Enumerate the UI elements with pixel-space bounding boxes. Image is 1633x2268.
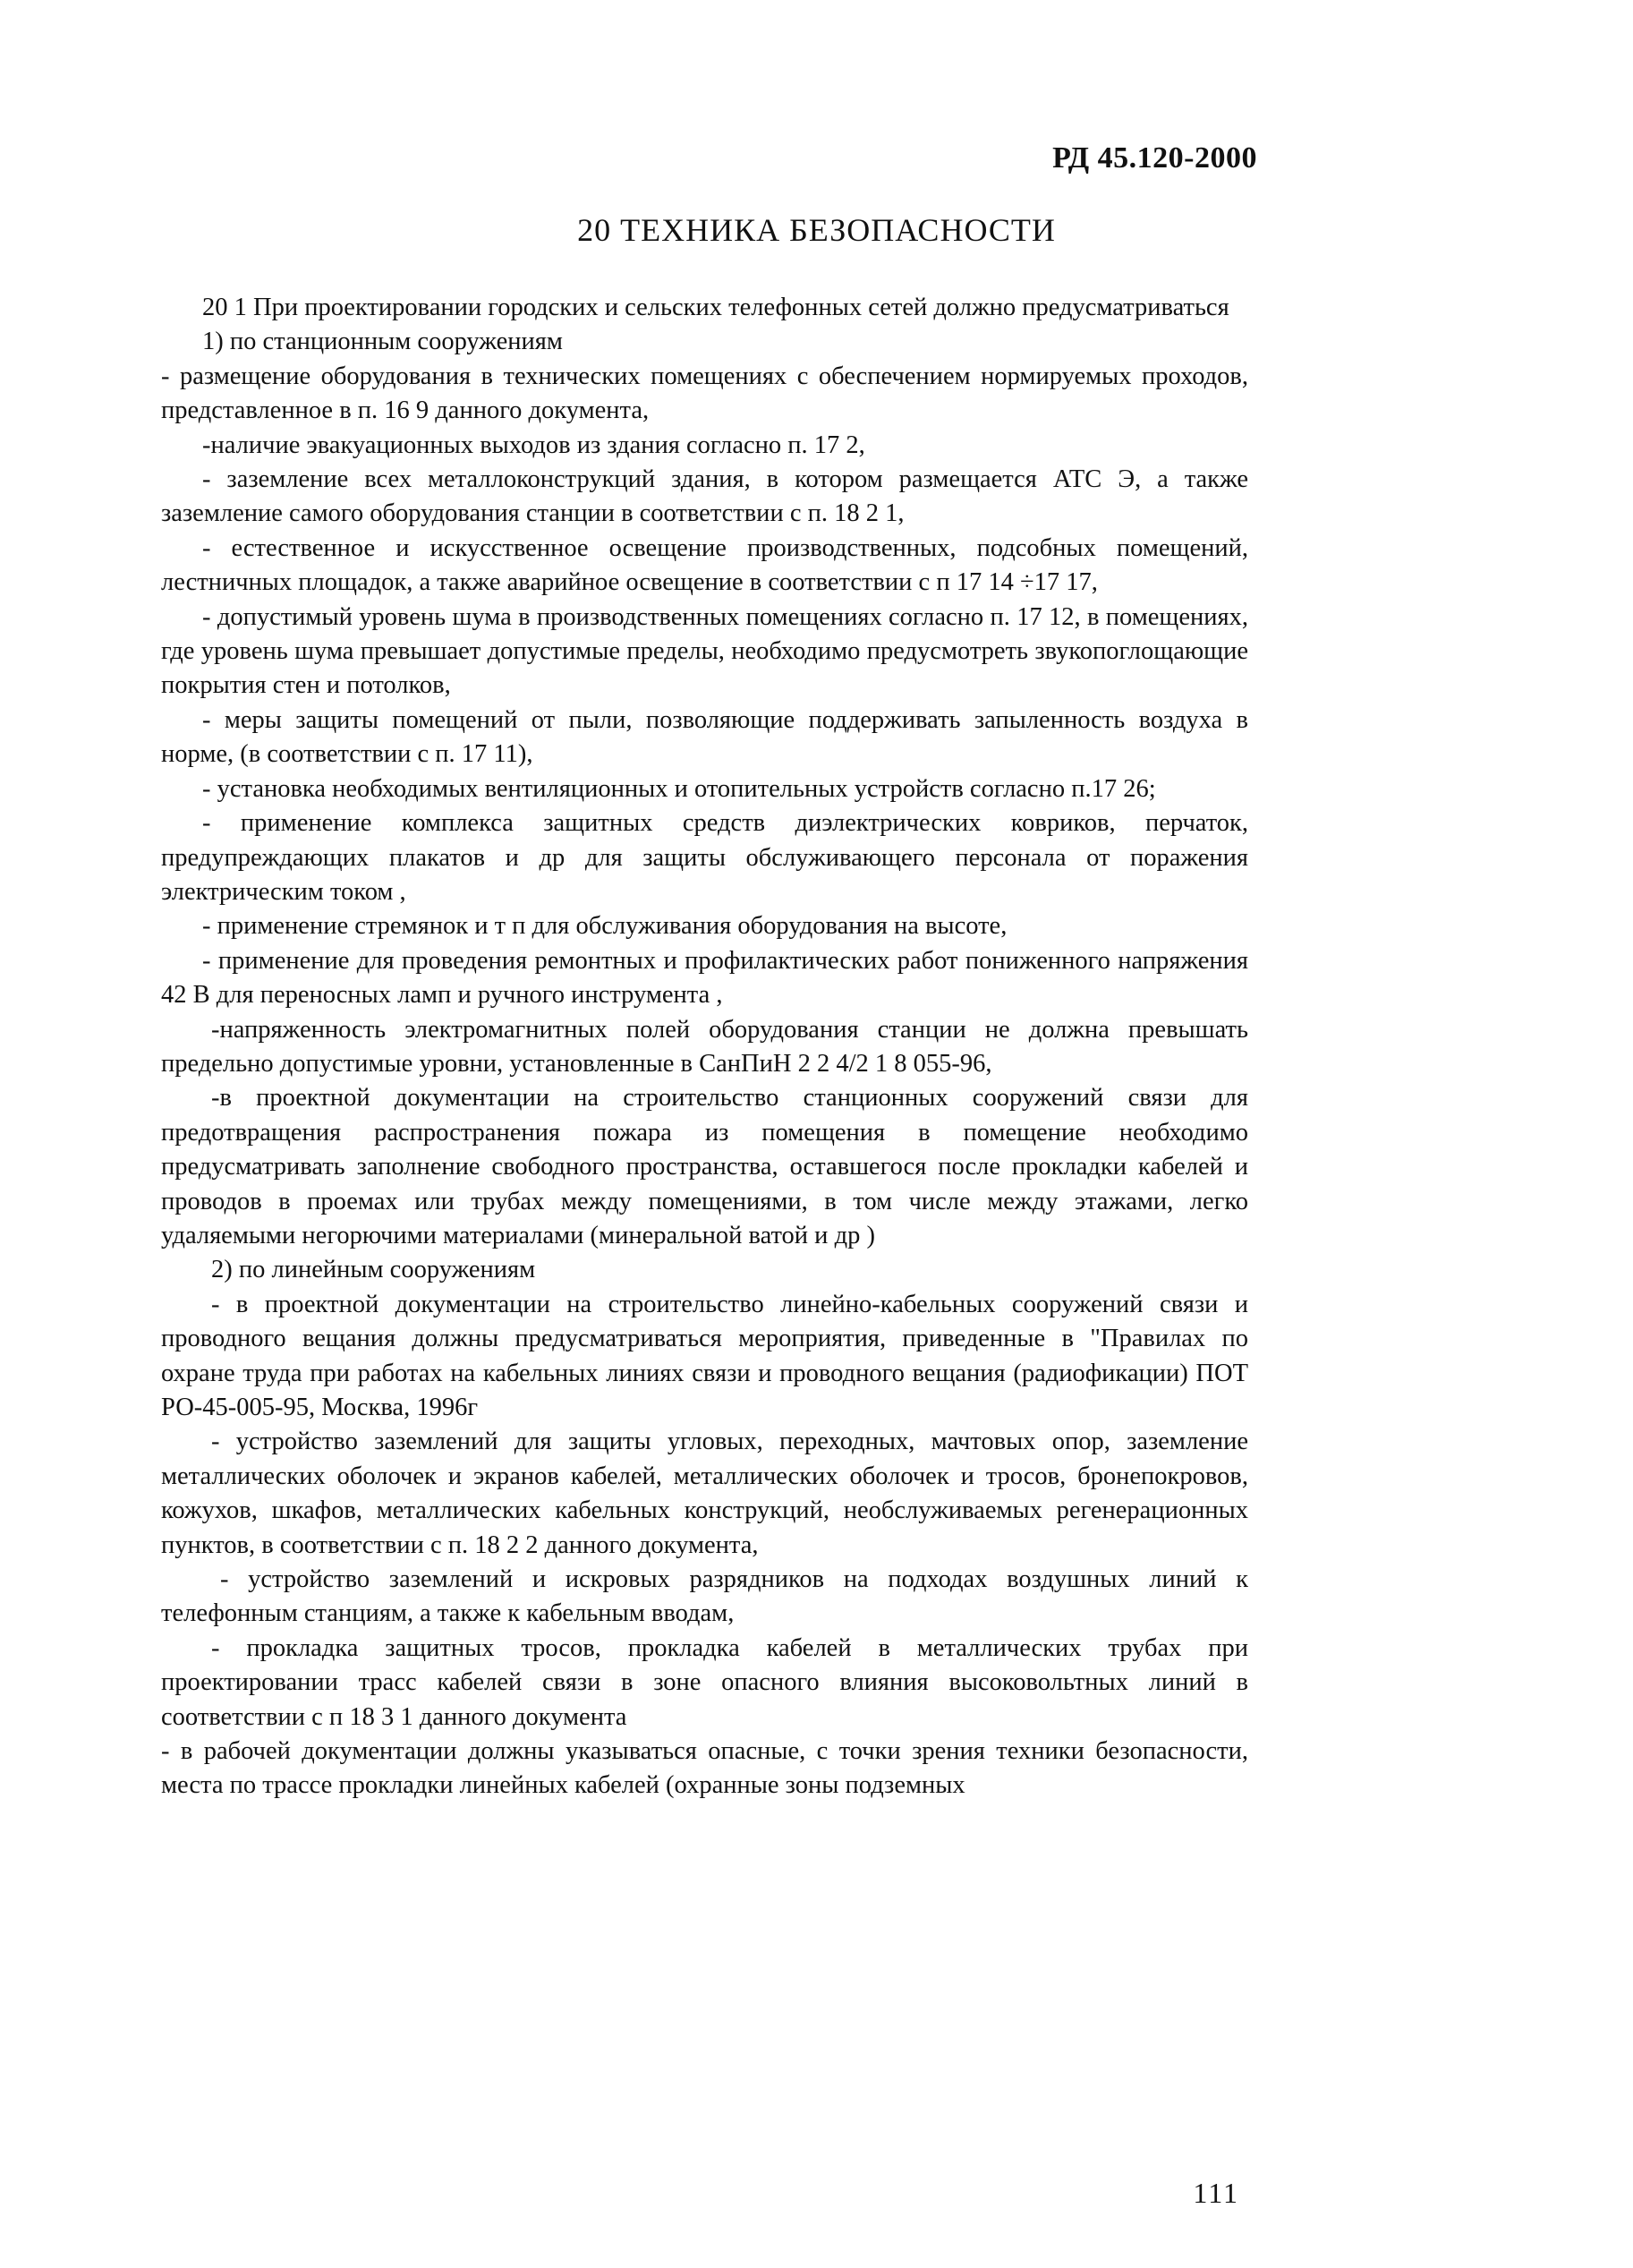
page-number: 111: [1193, 2177, 1239, 2209]
list-item-fire-prevention: -в проектной документации на строительство станционных сооружений связи для предотвращения распространения пожара из помещения в помещение необходимо предусматривать заполнение свободного пространства, оставшегося после прокладки кабелей и проводов в проемах или трубах между помещениями, в том числе между этажами, легко удаляемыми негорючими материалами (минеральной ватой и др ): [161, 1084, 1248, 1249]
list-item-em-fields: -напряженность электромагнитных полей оборудования станции не должна превышать предельно допустимые уровни, установленные в СанПиН 2 2 4/2 1 8 055-96,: [161, 1015, 1248, 1078]
paragraph-20-1: 20 1 При проектировании городских и сельских телефонных сетей должно предусматриваться: [202, 294, 1229, 321]
list-item-low-voltage: - применение для проведения ремонтных и профилактических работ пониженного напряжения 42 В для переносных ламп и ручного инструмента ,: [161, 946, 1248, 1010]
subheading-linear-structures: 2) по линейным сооружениям: [211, 1256, 536, 1284]
list-item-lighting: - естественное и искусственное освещение производственных, подсобных помещений, лестничных площадок, а также аварийное освещение в соответствии с п 17 14 ÷17 17,: [161, 533, 1248, 597]
list-item-protective-equipment: - применение комплекса защитных средств диэлектрических ковриков, перчаток, предупреждающих плакатов и др для защиты обслуживающего персонала от поражения электрическим током ,: [161, 809, 1248, 906]
list-item-dust-protection: - меры защиты помещений от пыли, позволяющие поддерживать запыленность воздуха в норме, (в соответствии с п. 17 11),: [161, 705, 1248, 769]
list-item-support-grounding: - устройство заземлений для защиты угловых, переходных, мачтовых опор, заземление металлических оболочек и экранов кабелей, металлических оболочек и тросов, бронепокровов, кожухов, шкафов, металлических кабельных конструкций, необслуживаемых регенерационных пунктов, в соответствии с п. 18 2 2 данного документа,: [161, 1428, 1248, 1559]
list-item-noise-level: - допустимый уровень шума в производственных помещениях согласно п. 17 12, в помещениях, где уровень шума превышает допустимые пределы, необходимо предусмотреть звукопоглощающие покрытия стен и потолков,: [161, 602, 1248, 700]
list-item-protective-cables: - прокладка защитных тросов, прокладка кабелей в металлических трубах при проектировании трасс кабелей связи в зоне опасного влияния высоковольтных линий в соответствии с п 18 3 1 данного документа: [161, 1633, 1248, 1731]
list-item-ladders: - применение стремянок и т п для обслуживания оборудования на высоте,: [202, 912, 1008, 941]
list-item-hazard-locations: - в рабочей документации должны указываться опасные, с точки зрения техники безопасности, места по трассе прокладки линейных кабелей (охранные зоны подземных: [161, 1737, 1248, 1800]
list-item-arresters: - устройство заземлений и искровых разрядников на подходах воздушных линий к телефонным станциям, а также к кабельным вводам,: [161, 1565, 1248, 1628]
list-item-ventilation: - установка необходимых вентиляционных и отопительных устройств согласно п.17 26;: [202, 774, 1156, 803]
list-item-equipment-placement: - размещение оборудования в технических помещениях с обеспечением нормируемых проходов, представленное в п. 16 9 данного документа,: [161, 362, 1248, 425]
list-item-project-docs: - в проектной документации на строительство линейно-кабельных сооружений связи и проводного вещания должны предусматриваться мероприятия, приведенные в "Правилах по охране труда при работах на кабельных линиях связи и проводного вещания (радиофикации) ПОТ РО-45-005-95, Москва, 1996г: [161, 1290, 1248, 1421]
subheading-station-structures: 1) по станционным сооружениям: [202, 328, 563, 356]
list-item-evacuation-exits: -наличие эвакуационных выходов из здания согласно п. 17 2,: [202, 431, 865, 459]
list-item-grounding: - заземление всех металлоконструкций здания, в котором размещается АТС Э, а также заземление самого оборудования станции в соответствии с п. 18 2 1,: [161, 465, 1248, 528]
section-title: 20 ТЕХНИКА БЕЗОПАСНОСТИ: [577, 212, 1056, 248]
document-body: [161, 291, 1248, 1803]
document-code: РД 45.120-2000: [1052, 141, 1257, 175]
